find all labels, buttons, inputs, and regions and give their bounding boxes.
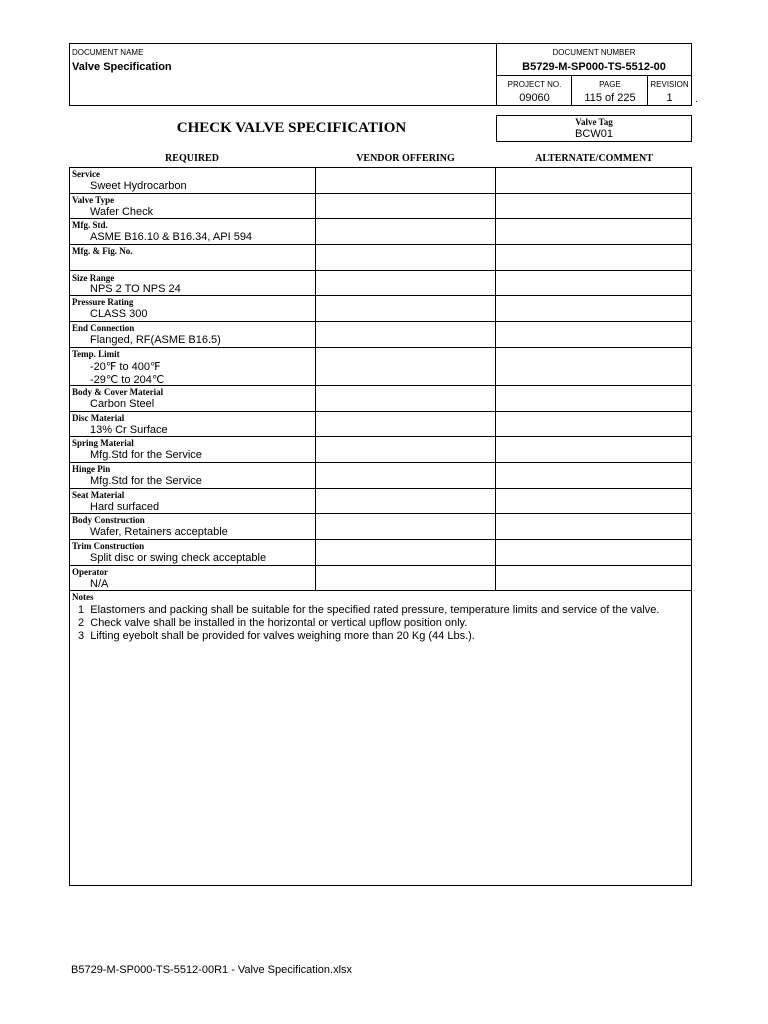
doc-name-box — [70, 44, 497, 105]
project-no-box — [497, 76, 572, 105]
vendor-cell[interactable] — [315, 193, 496, 219]
table-row — [70, 488, 692, 514]
table-row — [70, 385, 692, 411]
required-cell — [70, 462, 316, 488]
row-label: End Connection — [72, 323, 135, 334]
row-value: 13% Cr Surface — [90, 423, 168, 436]
required-cell — [70, 219, 316, 245]
row-value: ASME B16.10 & B16.34, API 594 — [90, 231, 253, 244]
doc-number-caption: DOCUMENT NUMBER — [552, 48, 636, 57]
revision-caption: REVISION — [650, 80, 689, 89]
valve-tag-box — [496, 115, 692, 142]
vendor-cell[interactable] — [315, 539, 496, 565]
row-value: -20℉ to 400℉ — [90, 360, 161, 373]
row-label: Valve Type — [72, 194, 115, 205]
required-cell — [70, 385, 316, 411]
row-value: Split disc or swing check acceptable — [90, 551, 267, 564]
doc-number: B5729-M-SP000-TS-5512-00 — [522, 61, 666, 73]
revision-box — [648, 76, 691, 105]
page-title: CHECK VALVE SPECIFICATION — [176, 120, 407, 136]
row-label: Pressure Rating — [72, 297, 134, 308]
table-row — [70, 193, 692, 219]
comment-cell[interactable] — [496, 296, 692, 322]
vendor-cell[interactable] — [315, 270, 496, 296]
comment-cell[interactable] — [496, 385, 692, 411]
comment-cell[interactable] — [496, 322, 692, 348]
vendor-cell[interactable] — [315, 437, 496, 463]
vendor-cell[interactable] — [315, 514, 496, 540]
row-value: CLASS 300 — [90, 308, 148, 321]
row-label: Spring Material — [72, 438, 134, 449]
comment-cell[interactable] — [496, 347, 692, 385]
row-label: Mfg. Std. — [72, 220, 108, 231]
vendor-cell[interactable] — [315, 245, 496, 271]
note-text: Check valve shall be installed in the horizontal or vertical upflow position only. — [90, 617, 468, 630]
spec-table — [69, 167, 692, 886]
project-no-caption: PROJECT NO. — [507, 80, 562, 89]
page-number: 115 of 225 — [584, 92, 636, 104]
column-vendor-offering: VENDOR OFFERING — [356, 153, 455, 164]
row-value: Flanged, RF(ASME B16.5) — [90, 334, 221, 347]
table-row — [70, 539, 692, 565]
required-cell — [70, 514, 316, 540]
row-value: Hard surfaced — [90, 500, 160, 513]
note-text: Elastomers and packing shall be suitable for the specified rated pressure, temperature limits and service of the valve. — [90, 604, 660, 617]
row-label: Trim Construction — [72, 540, 145, 551]
comment-cell[interactable] — [496, 514, 692, 540]
row-label: Mfg. & Fig. No. — [72, 246, 133, 257]
comment-cell[interactable] — [496, 245, 692, 271]
vendor-cell[interactable] — [315, 168, 496, 194]
required-cell — [70, 411, 316, 437]
comment-cell[interactable] — [496, 462, 692, 488]
vendor-cell[interactable] — [315, 462, 496, 488]
row-label: Temp. Limit — [72, 348, 120, 359]
note-item — [78, 617, 467, 629]
revision: 1 — [666, 92, 673, 104]
required-cell — [70, 168, 316, 194]
note-text: Lifting eyebolt shall be provided for valves weighing more than 20 Kg (44 Lbs.). — [90, 630, 475, 643]
required-cell — [70, 488, 316, 514]
page-box — [572, 76, 648, 105]
row-value: N/A — [90, 577, 109, 590]
required-cell — [70, 437, 316, 463]
row-value: Wafer, Retainers acceptable — [90, 526, 228, 539]
table-row — [70, 270, 692, 296]
row-label: Operator — [72, 566, 108, 577]
header-block — [69, 43, 692, 106]
comment-cell[interactable] — [496, 270, 692, 296]
notes-label: Notes — [72, 592, 94, 603]
row-label: Body & Cover Material — [72, 386, 164, 397]
required-cell — [70, 322, 316, 348]
row-label: Size Range — [72, 272, 115, 283]
notes-cell — [70, 591, 692, 886]
table-row — [70, 168, 692, 194]
row-value: Sweet Hydrocarbon — [90, 180, 187, 192]
row-value: Carbon Steel — [90, 397, 155, 410]
comment-cell[interactable] — [496, 193, 692, 219]
vendor-cell[interactable] — [315, 385, 496, 411]
column-required: REQUIRED — [165, 153, 219, 164]
required-cell — [70, 296, 316, 322]
doc-name-caption: DOCUMENT NAME — [72, 48, 144, 57]
required-cell — [70, 270, 316, 296]
required-cell — [70, 539, 316, 565]
required-cell — [70, 347, 316, 385]
vendor-cell[interactable] — [315, 411, 496, 437]
table-row — [70, 411, 692, 437]
table-row — [70, 462, 692, 488]
comment-cell[interactable] — [496, 219, 692, 245]
table-row — [70, 565, 692, 591]
note-number: 3 — [78, 630, 85, 643]
table-row — [70, 437, 692, 463]
row-value: Mfg.Std for the Service — [90, 474, 202, 487]
notes-row — [70, 591, 692, 886]
row-value: -29℃ to 204℃ — [90, 373, 165, 386]
row-label: Hinge Pin — [72, 463, 111, 474]
valve-tag-caption: Valve Tag — [575, 117, 613, 127]
table-row — [70, 347, 692, 385]
vendor-cell[interactable] — [315, 296, 496, 322]
doc-name: Valve Specification — [72, 61, 172, 73]
table-row — [70, 322, 692, 348]
vendor-cell[interactable] — [315, 347, 496, 385]
row-label: Seat Material — [72, 489, 125, 500]
row-label: Disc Material — [72, 412, 125, 423]
vendor-cell[interactable] — [315, 219, 496, 245]
project-no: 09060 — [519, 92, 550, 104]
comment-cell[interactable] — [496, 565, 692, 591]
note-item — [78, 630, 475, 642]
header-dot: . — [695, 94, 698, 105]
note-item — [78, 604, 659, 616]
table-row — [70, 514, 692, 540]
required-cell — [70, 245, 316, 271]
row-value: NPS 2 TO NPS 24 — [90, 282, 181, 295]
required-cell — [70, 193, 316, 219]
comment-cell[interactable] — [496, 168, 692, 194]
row-label: Service — [72, 169, 100, 179]
note-number: 2 — [78, 617, 85, 630]
comment-cell[interactable] — [496, 539, 692, 565]
vendor-cell[interactable] — [315, 322, 496, 348]
comment-cell[interactable] — [496, 488, 692, 514]
vendor-cell[interactable] — [315, 565, 496, 591]
row-value: Mfg.Std for the Service — [90, 449, 202, 462]
table-row — [70, 296, 692, 322]
comment-cell[interactable] — [496, 411, 692, 437]
required-cell — [70, 565, 316, 591]
note-number: 1 — [78, 604, 85, 617]
row-label: Body Construction — [72, 515, 145, 526]
vendor-cell[interactable] — [315, 488, 496, 514]
valve-tag-value: BCW01 — [575, 128, 613, 140]
column-alternate-comment: ALTERNATE/COMMENT — [535, 153, 653, 164]
row-value: Wafer Check — [90, 205, 154, 218]
table-row — [70, 245, 692, 271]
table-row — [70, 219, 692, 245]
footer-filename: B5729-M-SP000-TS-5512-00R1 - Valve Specification.xlsx — [71, 964, 353, 976]
comment-cell[interactable] — [496, 437, 692, 463]
page-caption: PAGE — [599, 80, 621, 89]
doc-number-box — [497, 44, 691, 76]
